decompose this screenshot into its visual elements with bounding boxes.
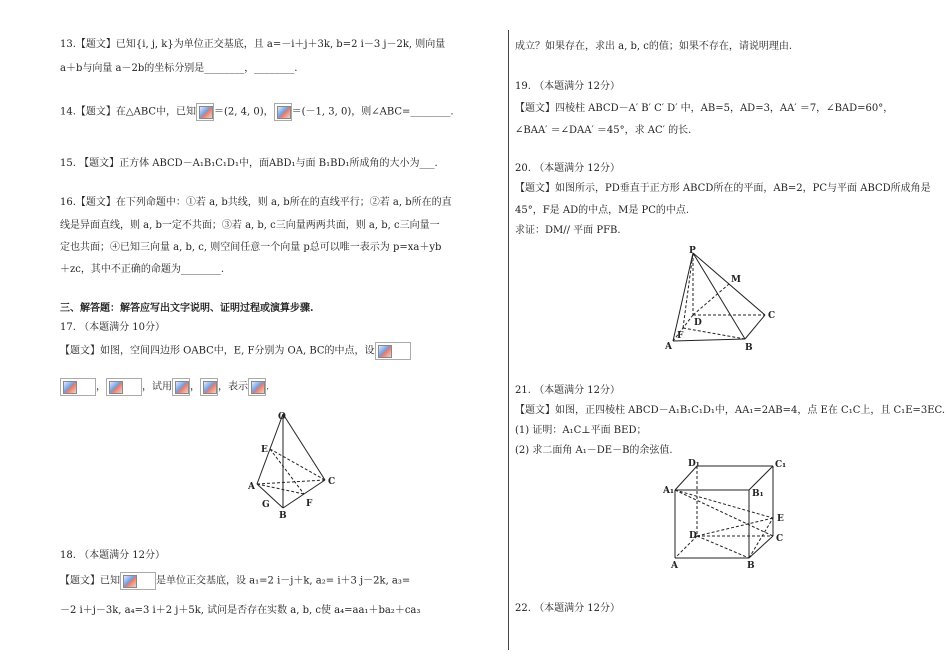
- edge-EC: [270, 449, 325, 480]
- q20-header: 20. （本题满分 12分）: [515, 163, 620, 174]
- q17-comma: ，: [190, 381, 200, 393]
- label-C: C: [328, 477, 336, 487]
- label-D: D: [689, 531, 697, 541]
- label-C: C: [768, 311, 776, 321]
- vector-image-placeholder: [248, 378, 266, 396]
- vector-image-placeholder: [274, 103, 292, 121]
- q14-v1: ＝(2, 4, 0)，: [214, 106, 274, 118]
- edge-BC: [745, 315, 765, 339]
- q21-line1: 【题文】如图，正四棱柱 ABCD－A₁B₁C₁D₁中，AA₁=2AB=4，点 E在 C₁C上，且 C₁E=3EC.: [515, 405, 946, 416]
- edge-DB: [697, 536, 749, 558]
- q18-line1-pre: 【题文】已知: [60, 575, 120, 587]
- q17-comma: ，: [96, 381, 106, 393]
- q20-line1: 【题文】如图所示，PD垂直于正方形 ABCD所在的平面，AB=2，PC与平面 ABCD所成角是: [515, 183, 931, 194]
- edge-AC: [257, 480, 325, 484]
- q17-line1: [60, 342, 411, 360]
- q19-header: 19. （本题满分 12分）: [515, 81, 620, 92]
- edge-AB: [257, 484, 283, 508]
- label-P: P: [689, 246, 696, 256]
- q18-line1-post: 是单位正交基底，设 a₁=2 i－j＋k, a₂= i＋3 j－2k, a₃=: [156, 575, 411, 587]
- vector-image-placeholder: [375, 342, 411, 360]
- q13-line2: a＋b与向量 a－2b的坐标分别是________，________.: [60, 63, 298, 74]
- q14-line: [60, 103, 454, 121]
- q16-line2: 线是异面直线，则 a, b一定不共面；③若 a, b, c三向量两两共面，则 a, b, c三向量一: [60, 220, 440, 231]
- edge-DE: [697, 518, 773, 536]
- vector-image-placeholder: [200, 378, 218, 396]
- edge-B1C1: [749, 466, 773, 490]
- edge-AB: [673, 339, 745, 341]
- label-A: A: [671, 561, 678, 570]
- q17-biaoshi: 表示: [228, 381, 248, 393]
- label-A1: A₁: [663, 486, 674, 496]
- label-A: A: [248, 482, 255, 492]
- section-three-heading: 三、解答题：解答应写出文字说明、证明过程或演算步骤.: [60, 303, 314, 314]
- edge-OC: [283, 414, 325, 480]
- q21-line3: (2) 求二面角 A₁－DE－B的余弦值.: [515, 445, 673, 456]
- q21-header: 21. （本题满分 12分）: [515, 385, 620, 396]
- label-D: D: [694, 318, 702, 328]
- label-F: F: [677, 331, 684, 341]
- edge-EF: [270, 449, 304, 494]
- label-G: G: [262, 500, 270, 510]
- column-divider: [508, 30, 509, 650]
- q18-line2: －2 i＋j－3k, a₄=3 i＋2 j＋5k, 试问是否存在实数 a, b, c使 a₄=aa₁＋ba₂＋ca₃: [60, 605, 421, 616]
- label-F: F: [306, 499, 313, 509]
- q17-header: 17. （本题满分 10分）: [60, 322, 165, 333]
- label-C: C: [776, 534, 784, 544]
- vector-image-placeholder: [120, 572, 156, 590]
- q20-line2: 45°，F是 AD的中点，M是 PC的中点.: [515, 205, 690, 216]
- right-column: [515, 0, 946, 671]
- vector-image-placeholder: [196, 103, 214, 121]
- q14-pre: 14.【题文】在△ABC中，已知: [60, 106, 197, 118]
- q20-line3: 求证：DM// 平面 PFB.: [515, 225, 621, 236]
- q21-line2: (1) 证明：A₁C⊥平面 BED；: [515, 425, 647, 436]
- label-B1: B₁: [752, 489, 764, 499]
- edge-AF: [257, 484, 304, 494]
- q13-line1: 13.【题文】已知{i, j, k}为单位正交基底，且 a=－i＋j＋3k, b=2 i－3 j－2k, 则向量: [60, 39, 446, 50]
- q18-header: 18. （本题满分 12分）: [60, 550, 165, 561]
- label-B: B: [747, 561, 755, 570]
- label-B: B: [745, 343, 753, 353]
- edge-FB: [683, 328, 745, 339]
- q20-pyramid-figure: [665, 245, 785, 355]
- q15-line: 15. 【题文】正方体 ABCD－A₁B₁C₁D₁中，面ABD₁与面 B₁BD₁所成角的大小为___.: [60, 158, 438, 169]
- label-D1: D₁: [688, 459, 700, 469]
- edge-DM: [693, 284, 729, 315]
- q16-line1: 16.【题文】在下列命题中：①若 a, b共线，则 a, b所在的直线平行；②若 a, b所在的直: [60, 197, 452, 208]
- edge-BE: [749, 518, 773, 558]
- label-C1: C₁: [775, 460, 787, 470]
- q17-shiyong: ，试用: [142, 381, 172, 393]
- q19-line1: 【题文】四棱柱 ABCD－A′ B′ C′ D′ 中，AB=5，AD=3，AA′ ＝7，∠BAD=60°，: [515, 103, 894, 114]
- q18-line1: [60, 572, 410, 590]
- label-E: E: [777, 514, 784, 524]
- label-B: B: [279, 511, 287, 520]
- q17-line1-text: 【题文】如图，空间四边形 OABC中，E, F分别为 OA, BC的中点，设: [60, 345, 375, 357]
- vector-image-placeholder: [106, 378, 142, 396]
- q21-prism-figure: [663, 456, 803, 570]
- q22-header: 22. （本题满分 12分）: [515, 603, 620, 614]
- q17-comma: ，: [218, 381, 228, 393]
- q19-line2: ∠BAA′ ＝∠DAA′ ＝45°，求 AC′ 的长.: [515, 125, 692, 136]
- q17-tetrahedron-figure: [245, 410, 355, 520]
- vector-image-placeholder: [60, 378, 96, 396]
- q16-line4: ＋zc，其中不正确的命题为________.: [60, 264, 225, 275]
- label-E: E: [261, 445, 268, 455]
- q18-continuation: 成立？如果存在，求出 a, b, c的值；如果不存在，请说明理由.: [515, 41, 793, 52]
- q14-v2: ＝(－1, 3, 0)，则∠ABC=________.: [291, 106, 454, 118]
- label-O: O: [278, 412, 286, 422]
- vector-image-placeholder: [172, 378, 190, 396]
- left-column: [60, 0, 500, 671]
- label-M: M: [731, 275, 741, 285]
- edge-BC: [749, 536, 773, 558]
- label-A: A: [665, 342, 672, 352]
- q17-period: .: [266, 381, 270, 393]
- edge-A1D1: [675, 466, 697, 490]
- q16-line3: 定也共面；④已知三向量 a, b, c, 则空间任意一个向量 p总可以唯一表示为 p=xa＋yb: [60, 242, 442, 253]
- q17-line2: [60, 378, 269, 396]
